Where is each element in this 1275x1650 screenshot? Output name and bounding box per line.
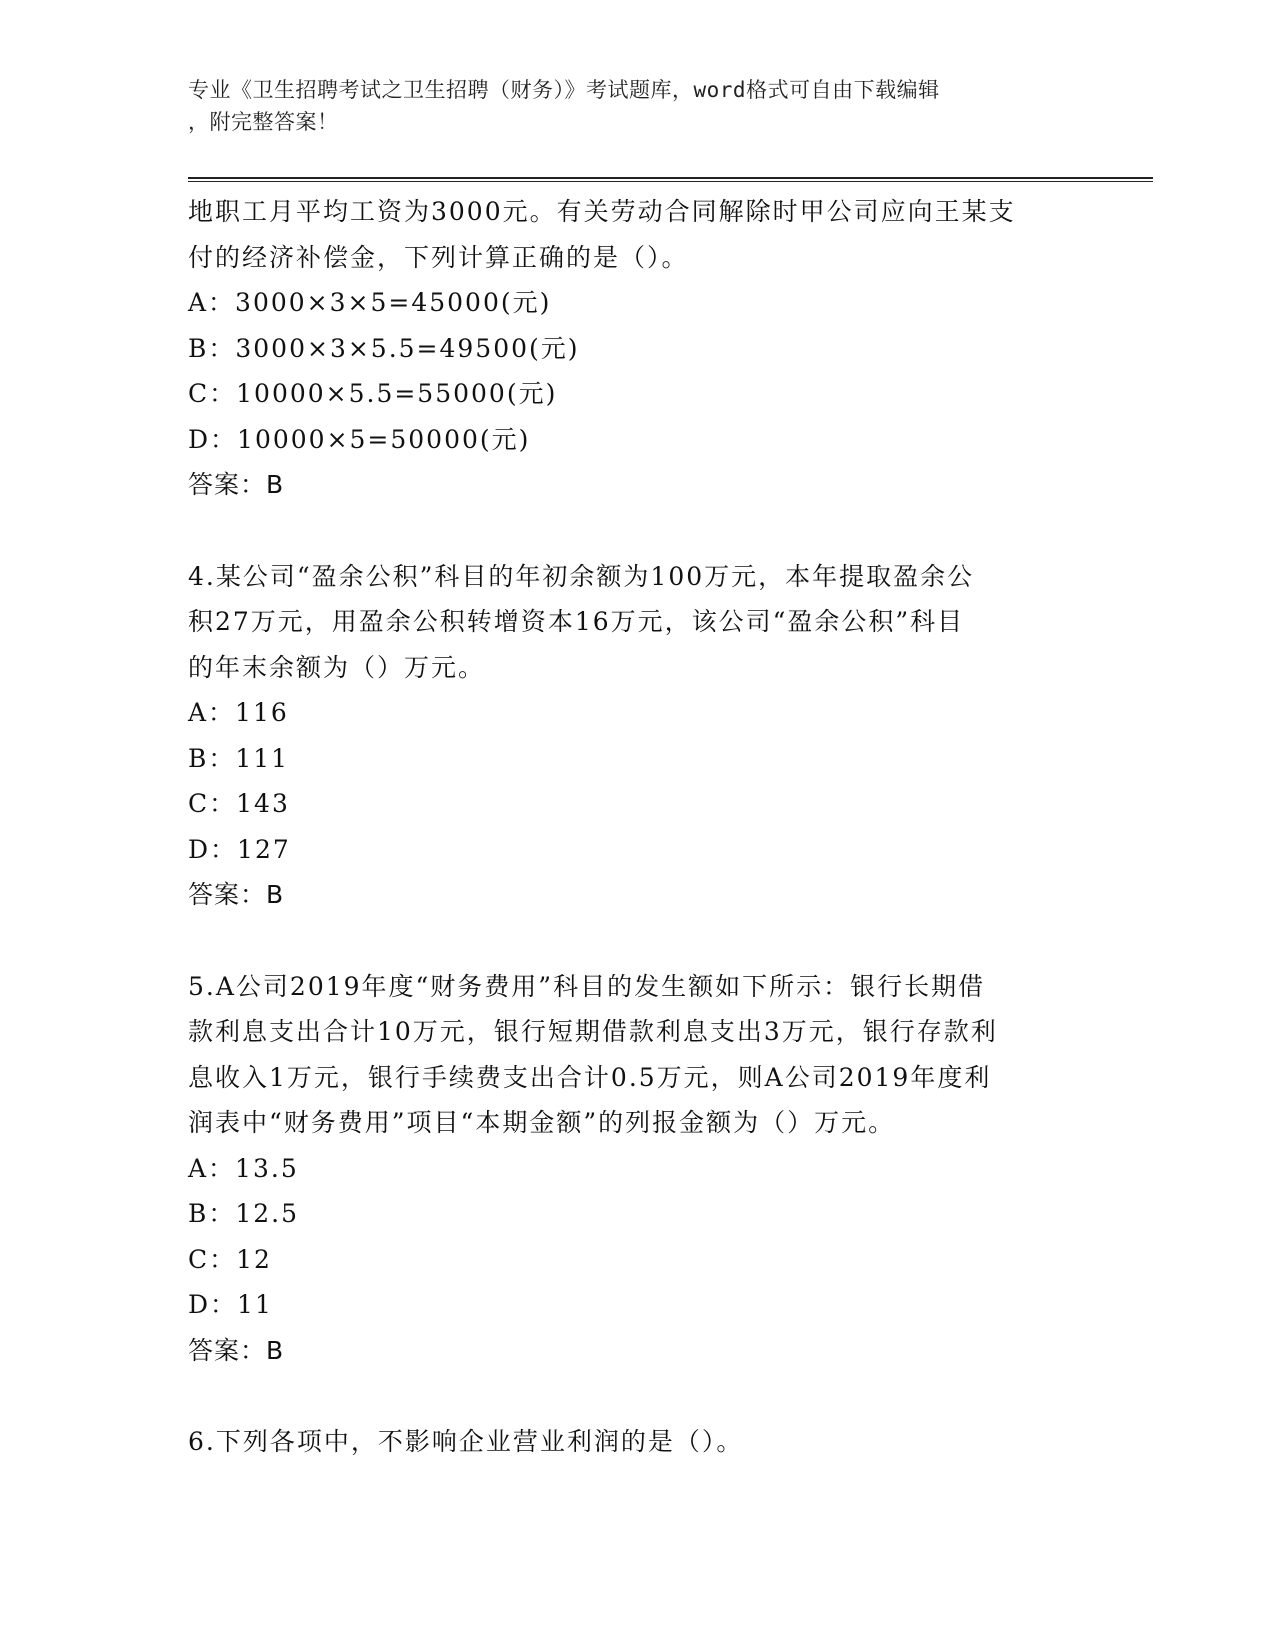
question-3-answer: 答案：B: [188, 470, 285, 499]
question-5-option-a: A：13.5: [188, 1153, 299, 1183]
question-5-stem-line-2: 款利息支出合计10万元，银行短期借款利息支出3万元，银行存款利: [188, 1017, 998, 1046]
question-3-option-d: D：10000×5=50000(元): [188, 424, 531, 454]
question-4-stem-line-2: 积27万元，用盈余公积转增资本16万元，该公司“盈余公积”科目: [188, 607, 965, 636]
question-5-option-b: B：12.5: [188, 1199, 300, 1228]
question-4-option-d: D：127: [188, 834, 291, 864]
header-divider-thick: [188, 177, 1153, 179]
question-6: [188, 1419, 1088, 1465]
question-4-option-c: C：143: [188, 789, 290, 818]
header-line-1: 专业《卫生招聘考试之卫生招聘（财务）》考试题库，word格式可自由下载编辑: [188, 78, 940, 102]
question-5-stem-line-4: 润表中“财务费用”项目“本期金额”的列报金额为（）万元。: [188, 1108, 896, 1137]
question-4-stem-line-1: 4.某公司“盈余公积”科目的年初余额为100万元，本年提取盈余公: [188, 561, 975, 591]
question-3-stem-line-1: 地职工月平均工资为3000元。有关劳动合同解除时甲公司应向王某支: [188, 197, 1016, 226]
question-5-stem-line-1: 5.A公司2019年度“财务费用”科目的发生额如下所示：银行长期借: [188, 971, 986, 1001]
question-5: [188, 964, 1088, 1374]
question-4-option-a: A：116: [188, 698, 289, 727]
question-4-stem-line-3: 的年末余额为（）万元。: [188, 652, 486, 682]
question-5-option-c: C：12: [188, 1244, 272, 1274]
question-4-option-b: B：111: [188, 743, 290, 773]
question-4: [188, 554, 1088, 918]
question-5-answer: 答案：B: [188, 1335, 285, 1365]
question-5-stem-line-3: 息收入1万元，银行手续费支出合计0.5万元，则A公司2019年度利: [188, 1062, 992, 1092]
header-line-2: ，附完整答案！: [188, 110, 339, 134]
question-3-stem-line-2: 付的经济补偿金，下列计算正确的是（）。: [188, 242, 689, 272]
question-list: [188, 189, 1088, 1465]
question-3-option-b: B：3000×3×5.5=49500(元): [188, 333, 580, 363]
question-3-option-c: C：10000×5.5=55000(元): [188, 379, 558, 408]
question-4-answer: 答案：B: [188, 880, 285, 909]
question-5-option-d: D：11: [188, 1290, 273, 1319]
header-divider-thin: [188, 181, 1153, 182]
document-header: [188, 74, 1088, 138]
question-6-stem-line-1: 6.下列各项中，不影响企业营业利润的是（）。: [188, 1427, 744, 1456]
question-3: [188, 189, 1088, 508]
question-3-option-a: A：3000×3×5=45000(元): [188, 288, 552, 317]
